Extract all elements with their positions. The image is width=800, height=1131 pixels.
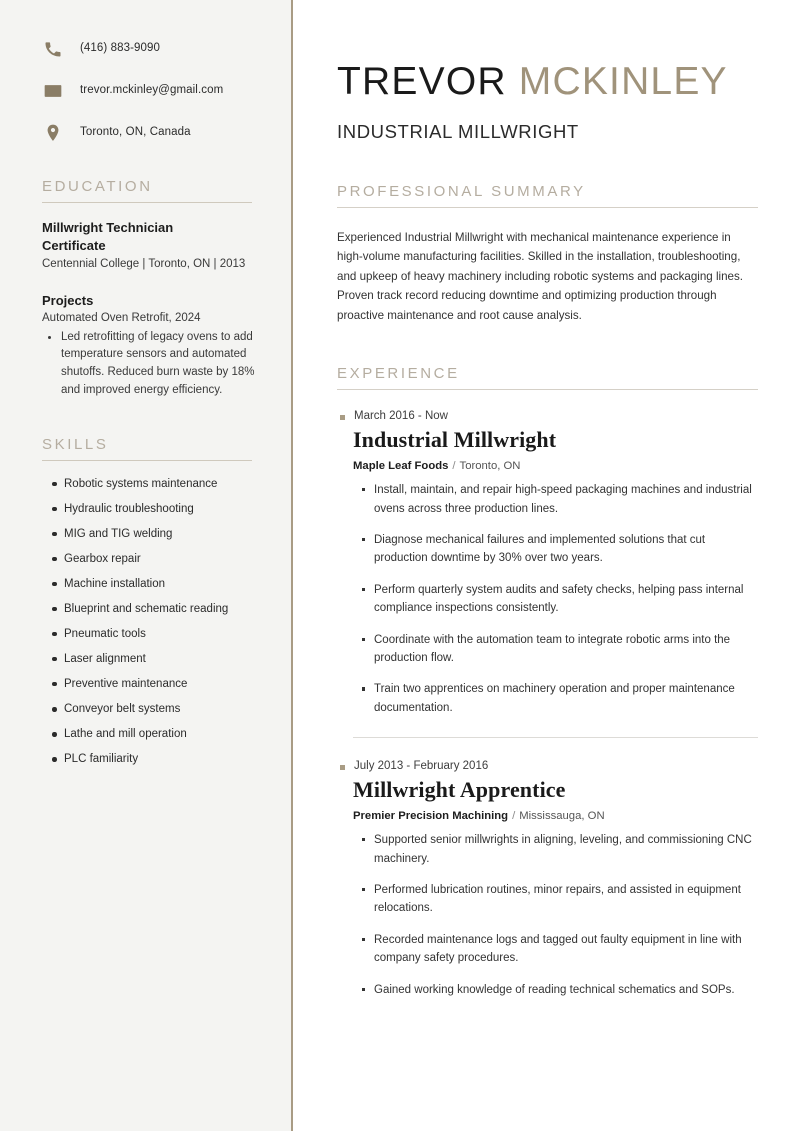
contact-phone (42, 38, 257, 60)
experience-job-title: Millwright Apprentice (353, 777, 566, 803)
experience-bullets (353, 481, 758, 717)
list-item: Recorded maintenance logs and tagged out faulty equipment in line with company safety procedures. (374, 931, 758, 968)
envelope-icon (42, 80, 64, 102)
list-item: MIG and TIG welding (42, 527, 257, 543)
contact-location-value: Toronto, ON, Canada (80, 126, 191, 139)
experience-company-line (353, 810, 758, 822)
list-item: Conveyor belt systems (42, 702, 257, 718)
experience-entry (337, 760, 758, 999)
skills-section (42, 436, 257, 768)
skills-list (42, 477, 257, 768)
list-item: Coordinate with the automation team to integrate robotic arms into the production flow. (374, 631, 758, 668)
experience-job-title: Industrial Millwright (353, 427, 557, 453)
list-item: Robotic systems maintenance (42, 477, 257, 493)
list-item: Laser alignment (42, 652, 257, 668)
list-item: Gearbox repair (42, 552, 257, 568)
list-item: Led retrofitting of legacy ovens to add temperature sensors and automated shutoffs. Reduced burn waste by 18% and improved energy efficiency. (59, 329, 257, 400)
summary-section (337, 183, 758, 325)
list-item: Diagnose mechanical failures and implemented solutions that cut production downtime by 30% over two years. (374, 531, 758, 568)
experience-company-line (353, 460, 758, 472)
education-section (42, 178, 257, 400)
education-heading-rule (42, 202, 252, 203)
experience-date: July 2013 - February 2016 (337, 760, 758, 772)
contact-list (42, 38, 257, 144)
experience-company: Maple Leaf Foods (353, 460, 449, 473)
summary-text: Experienced Industrial Millwright with mechanical maintenance experience in high-volume manufacturing facilities. Skilled in the installation, troubleshooting, and upkeep of heavy machinery including robotic systems and packaging lines. Proven track record reducing downtime and optimizing production through proactive maintenance and root cause analysis. (337, 230, 744, 322)
experience-separator: / (452, 460, 456, 473)
experience-location: Mississauga, ON (519, 810, 605, 823)
headline: INDUSTRIAL MILLWRIGHT (337, 120, 579, 142)
experience-bullets (353, 831, 758, 999)
contact-phone-value: (416) 883-9090 (80, 42, 161, 55)
list-item: Machine installation (42, 577, 257, 593)
projects-heading: Projects (42, 292, 94, 308)
experience-section (337, 365, 758, 999)
experience-separator: / (512, 810, 516, 823)
experience-entry (337, 410, 758, 717)
experience-heading: EXPERIENCE (337, 365, 460, 383)
list-item: PLC familiarity (42, 752, 257, 768)
list-item: Performed lubrication routines, minor repairs, and assisted in equipment relocations. (374, 881, 758, 918)
summary-heading-rule (337, 207, 758, 208)
education-degree: Millwright Technician Certificate (42, 220, 174, 253)
first-name: TREVOR (337, 60, 507, 103)
contact-email (42, 80, 257, 102)
list-item: Hydraulic troubleshooting (42, 502, 257, 518)
experience-company: Premier Precision Machining (353, 810, 509, 823)
project-bullets (42, 329, 257, 400)
experience-location: Toronto, ON (459, 460, 521, 473)
contact-email-value: trevor.mckinley@gmail.com (80, 84, 224, 97)
last-name: MCKINLEY (518, 60, 728, 103)
list-item: Install, maintain, and repair high-speed packaging machines and industrial ovens across three production lines. (374, 481, 758, 518)
list-item: Preventive maintenance (42, 677, 257, 693)
list-item: Lathe and mill operation (42, 727, 257, 743)
list-item: Perform quarterly system audits and safety checks, helping pass internal compliance inspections consistently. (374, 581, 758, 618)
location-pin-icon (42, 122, 64, 144)
experience-divider (353, 737, 758, 738)
experience-date: March 2016 - Now (337, 410, 758, 422)
summary-heading: PROFESSIONAL SUMMARY (337, 182, 586, 200)
skills-heading-rule (42, 460, 252, 461)
main-column (293, 0, 800, 1131)
list-item: Blueprint and schematic reading (42, 602, 257, 618)
contact-location (42, 122, 257, 144)
list-item: Gained working knowledge of reading technical schematics and SOPs. (374, 981, 758, 999)
project-name: Automated Oven Retrofit, 2024 (42, 311, 201, 324)
skills-heading: SKILLS (42, 435, 109, 453)
experience-heading-rule (337, 389, 758, 390)
education-heading: EDUCATION (42, 178, 153, 195)
education-meta: Centennial College | Toronto, ON | 2013 (42, 258, 246, 271)
page-title (337, 62, 758, 103)
list-item: Train two apprentices on machinery operation and proper maintenance documentation. (374, 680, 758, 717)
phone-icon (42, 38, 64, 60)
list-item: Pneumatic tools (42, 627, 257, 643)
sidebar (0, 0, 293, 1131)
list-item: Supported senior millwrights in aligning, leveling, and commissioning CNC machinery. (374, 831, 758, 868)
